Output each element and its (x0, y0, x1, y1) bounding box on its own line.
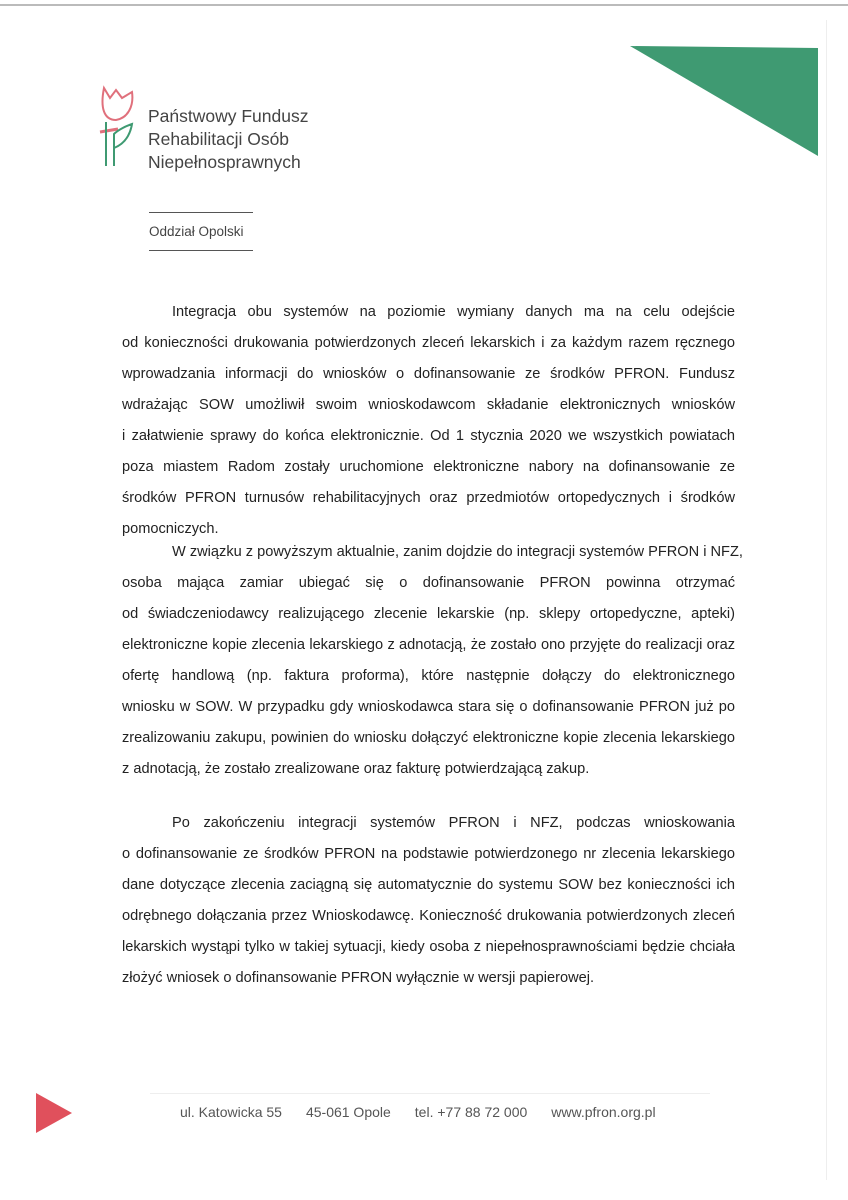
text-line: odrębnego dołączania przez Wnioskodawcę. Konieczność drukowania potwierdzonych zleceń (122, 908, 735, 924)
text-line: środków PFRON turnusów rehabilitacyjnych oraz przedmiotów ortopedycznych i środków (122, 490, 735, 506)
text-line: dane dotyczące zlecenia zaciągną się automatycznie do systemu SOW bez konieczności ich (122, 877, 735, 893)
text-line: od konieczności drukowania potwierdzonych zleceń lekarskich i za każdym razem ręcznego (122, 335, 735, 351)
divider (149, 212, 253, 213)
footer-postal: 45-061 Opole (305, 1104, 391, 1120)
text-line: W związku z powyższym aktualnie, zanim dojdzie do integracji systemów PFRON i NFZ, (172, 544, 743, 560)
green-corner-triangle (630, 46, 820, 158)
footer-contact (180, 1104, 656, 1120)
text-line: ofertę handlową (np. faktura proforma), które następnie dołączy do elektronicznego (122, 668, 735, 684)
text-line: zrealizowaniu zakupu, powinien do wniosku dołączyć elektroniczne kopie zlecenia lekarskiego (122, 730, 735, 746)
text-line: od świadczeniodawcy realizującego zlecenie lekarskie (np. sklepy ortopedyczne, apteki) (122, 606, 735, 622)
organization-name (148, 105, 309, 174)
text-line: wniosku w SOW. W przypadku gdy wnioskodawca stara się o dofinansowanie PFRON już po (122, 699, 735, 715)
text-line: Po zakończeniu integracji systemów PFRON i NFZ, podczas wnioskowania (172, 815, 735, 831)
org-name-line: Rehabilitacji Osób (148, 129, 290, 149)
text-line: Integracja obu systemów na poziomie wymiany danych ma na celu odejście (172, 304, 735, 320)
footer-website[interactable]: www.pfron.org.pl (551, 1104, 656, 1120)
text-line: lekarskich wystąpi tylko w takiej sytuacji, kiedy osoba z niepełnosprawnościami będzie chciała (122, 939, 735, 955)
text-line: wdrażając SOW umożliwił swoim wnioskodawcom składanie elektronicznych wniosków (122, 397, 735, 413)
text-line: z adnotacją, że zostało zrealizowane oraz fakturę potwierdzającą zakup. (122, 761, 590, 777)
text-line: elektroniczne kopie zlecenia lekarskiego z adnotacją, że zostało ono przyjęte do realizacji oraz (122, 637, 735, 653)
footer-divider (150, 1093, 710, 1094)
pfron-tulip-logo (96, 84, 142, 170)
divider (149, 250, 253, 251)
text-line: złożyć wniosek o dofinansowanie PFRON wyłącznie w wersji papierowej. (122, 970, 595, 986)
org-name-line: Państwowy Fundusz (148, 106, 309, 126)
text-line: poza miastem Radom zostały uruchomione elektroniczne nabory na dofinansowanie ze (122, 459, 735, 475)
text-line: o dofinansowanie ze środków PFRON na podstawie potwierdzonego nr zlecenia lekarskiego (122, 846, 735, 862)
paragraph-1 (122, 297, 735, 545)
org-name-line: Niepełnosprawnych (148, 152, 301, 172)
paragraph-2 (122, 537, 743, 785)
scan-edge (826, 20, 827, 1180)
text-line: osoba mająca zamiar ubiegać się o dofinansowanie PFRON powinna otrzymać (122, 575, 735, 591)
text-line: wprowadzania informacji do wniosków o dofinansowanie ze środków PFRON. Fundusz (122, 366, 735, 382)
branch-name: Oddział Opolski (149, 224, 244, 239)
footer-phone: tel. +77 88 72 000 (414, 1104, 528, 1120)
scan-edge (0, 4, 848, 6)
red-arrow-marker (36, 1093, 74, 1135)
text-line: i załatwienie sprawy do końca elektronicznie. Od 1 stycznia 2020 we wszystkich powiatach (122, 428, 735, 444)
text-line: pomocniczych. (122, 521, 219, 537)
paragraph-3 (122, 808, 735, 994)
footer-address: ul. Katowicka 55 (180, 1104, 282, 1120)
